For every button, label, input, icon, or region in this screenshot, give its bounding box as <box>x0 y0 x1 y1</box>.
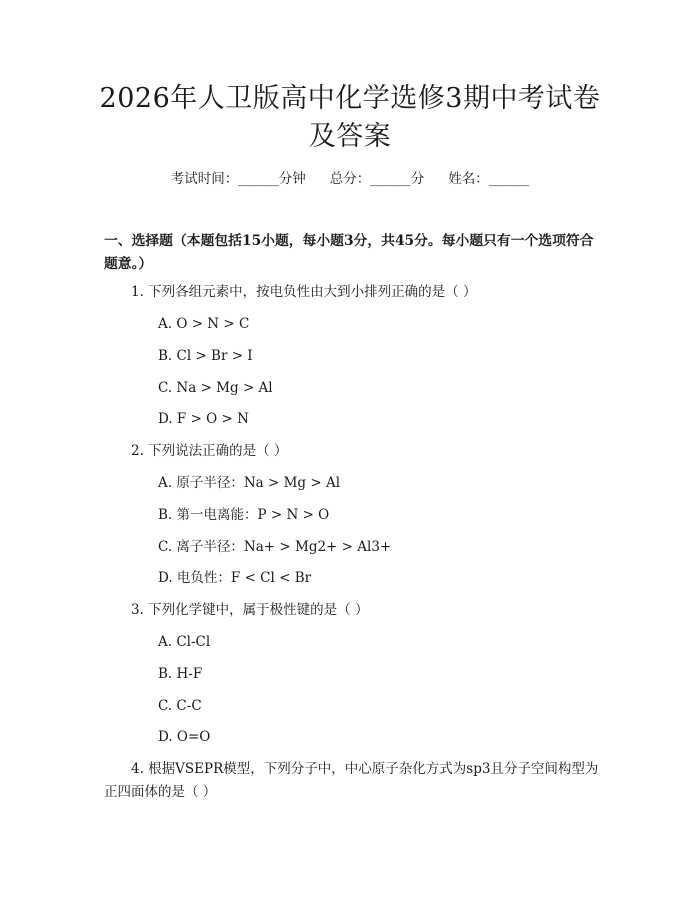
question-stem: 4. 根据VSEPR模型，下列分子中，中心原子杂化方式为sp3且分子空间构型为正四面体的是（ ） <box>104 761 599 800</box>
exam-title: 2026年人卫版高中化学选修3期中考试卷及答案 <box>99 83 601 152</box>
option-a: A. 原子半径：Na > Mg > Al <box>158 475 341 491</box>
option-a: A. O > N > C <box>158 316 250 332</box>
option-d: D. O=O <box>158 729 211 745</box>
option-b: B. Cl > Br > I <box>158 348 253 364</box>
student-name-field: 姓名：______ <box>448 171 530 187</box>
option-b: B. 第一电离能：P > N > O <box>158 507 330 523</box>
exam-meta <box>0 169 700 189</box>
option-b: B. H-F <box>158 666 203 682</box>
option-c: C. 离子半径：Na+ > Mg2+ > Al3+ <box>158 539 392 555</box>
question-stem: 3. 下列化学键中，属于极性键的是（ ） <box>131 602 369 618</box>
option-c: C. C-C <box>158 698 202 714</box>
total-score-field: 总分：______分 <box>329 171 425 187</box>
option-d: D. 电负性：F < Cl < Br <box>158 570 312 586</box>
option-c: C. Na > Mg > Al <box>158 380 273 396</box>
question-stem: 2. 下列说法正确的是（ ） <box>131 443 288 459</box>
question-stem: 1. 下列各组元素中，按电负性由大到小排列正确的是（ ） <box>131 284 477 300</box>
option-a: A. Cl-Cl <box>158 634 211 650</box>
option-d: D. F > O > N <box>158 411 249 427</box>
exam-time-field: 考试时间：______分钟 <box>170 171 306 187</box>
section-heading: 一、选择题（本题包括15小题，每小题3分，共45分。每小题只有一个选项符合题意。） <box>104 233 594 272</box>
